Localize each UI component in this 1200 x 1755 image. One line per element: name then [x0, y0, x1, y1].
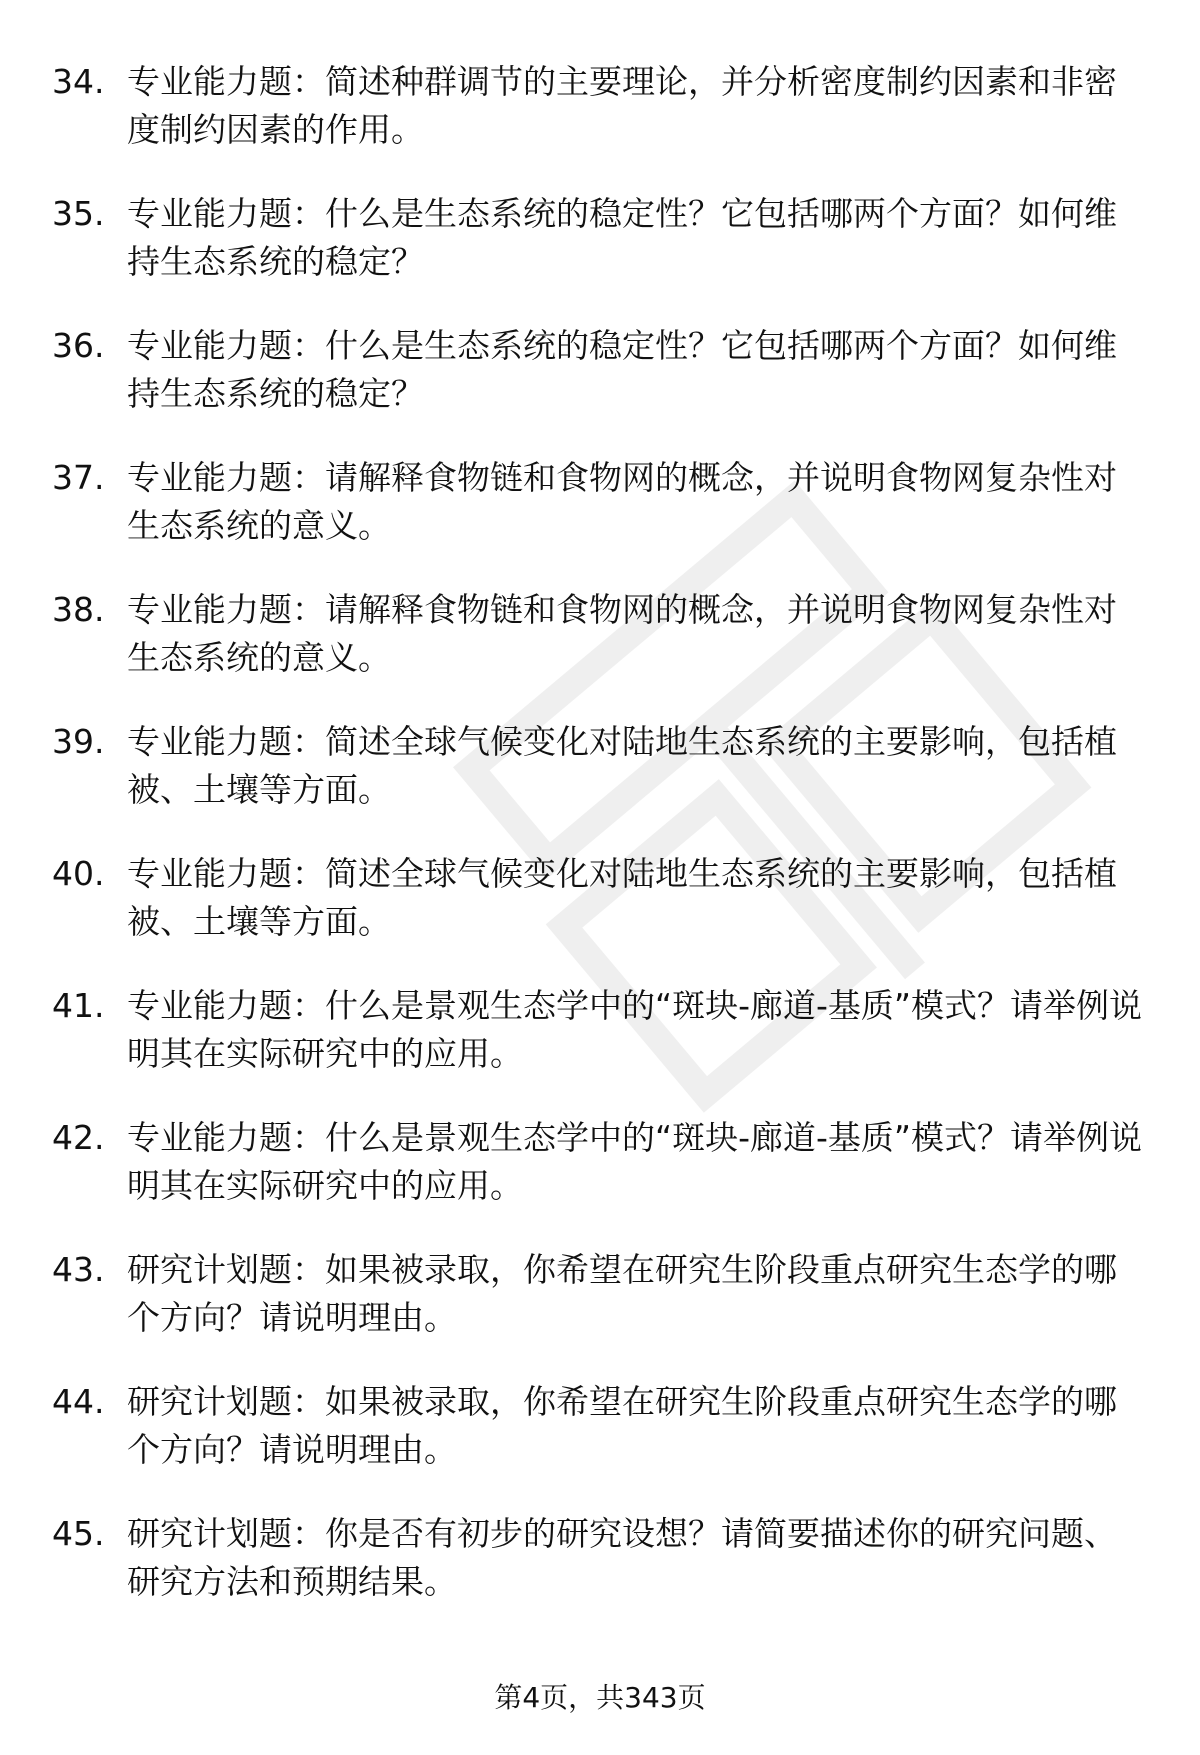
question-number: 45.	[52, 1514, 105, 1553]
question-text: 专业能力题：什么是景观生态学中的“斑块-廊道-基质”模式？请举例说明其在实际研究中的应用。	[127, 986, 1143, 1073]
question-number: 37.	[52, 458, 105, 497]
question-item	[52, 1246, 1144, 1378]
question-number: 35.	[52, 194, 105, 233]
question-text: 专业能力题：简述全球气候变化对陆地生态系统的主要影响，包括植被、土壤等方面。	[127, 722, 1117, 809]
question-item	[52, 454, 1144, 586]
question-number: 42.	[52, 1118, 105, 1157]
question-item	[52, 1114, 1144, 1246]
question-text: 专业能力题：请解释食物链和食物网的概念，并说明食物网复杂性对生态系统的意义。	[127, 590, 1117, 677]
question-text: 专业能力题：请解释食物链和食物网的概念，并说明食物网复杂性对生态系统的意义。	[127, 458, 1117, 545]
question-item	[52, 982, 1144, 1114]
question-number: 41.	[52, 986, 105, 1025]
question-list	[52, 58, 1144, 1642]
question-item	[52, 58, 1144, 190]
question-number: 44.	[52, 1382, 105, 1421]
question-text: 专业能力题：简述全球气候变化对陆地生态系统的主要影响，包括植被、土壤等方面。	[127, 854, 1117, 941]
question-text: 专业能力题：什么是生态系统的稳定性？它包括哪两个方面？如何维持生态系统的稳定？	[127, 326, 1117, 413]
question-number: 39.	[52, 722, 105, 761]
question-item	[52, 718, 1144, 850]
question-item	[52, 1510, 1144, 1642]
question-number: 38.	[52, 590, 105, 629]
question-item	[52, 1378, 1144, 1510]
page-indicator: 第4页，共343页	[494, 1681, 706, 1714]
question-number: 40.	[52, 854, 105, 893]
question-item	[52, 586, 1144, 718]
question-text: 研究计划题：你是否有初步的研究设想？请简要描述你的研究问题、研究方法和预期结果。	[127, 1514, 1117, 1601]
page-footer	[0, 1678, 1200, 1718]
question-number: 43.	[52, 1250, 105, 1289]
question-item	[52, 190, 1144, 322]
question-text: 专业能力题：什么是生态系统的稳定性？它包括哪两个方面？如何维持生态系统的稳定？	[127, 194, 1117, 281]
question-number: 34.	[52, 62, 105, 101]
question-text: 研究计划题：如果被录取，你希望在研究生阶段重点研究生态学的哪个方向？请说明理由。	[127, 1382, 1117, 1469]
question-text: 专业能力题：简述种群调节的主要理论，并分析密度制约因素和非密度制约因素的作用。	[127, 62, 1117, 149]
question-item	[52, 322, 1144, 454]
question-text: 研究计划题：如果被录取，你希望在研究生阶段重点研究生态学的哪个方向？请说明理由。	[127, 1250, 1117, 1337]
question-item	[52, 850, 1144, 982]
question-text: 专业能力题：什么是景观生态学中的“斑块-廊道-基质”模式？请举例说明其在实际研究中的应用。	[127, 1118, 1143, 1205]
question-number: 36.	[52, 326, 105, 365]
